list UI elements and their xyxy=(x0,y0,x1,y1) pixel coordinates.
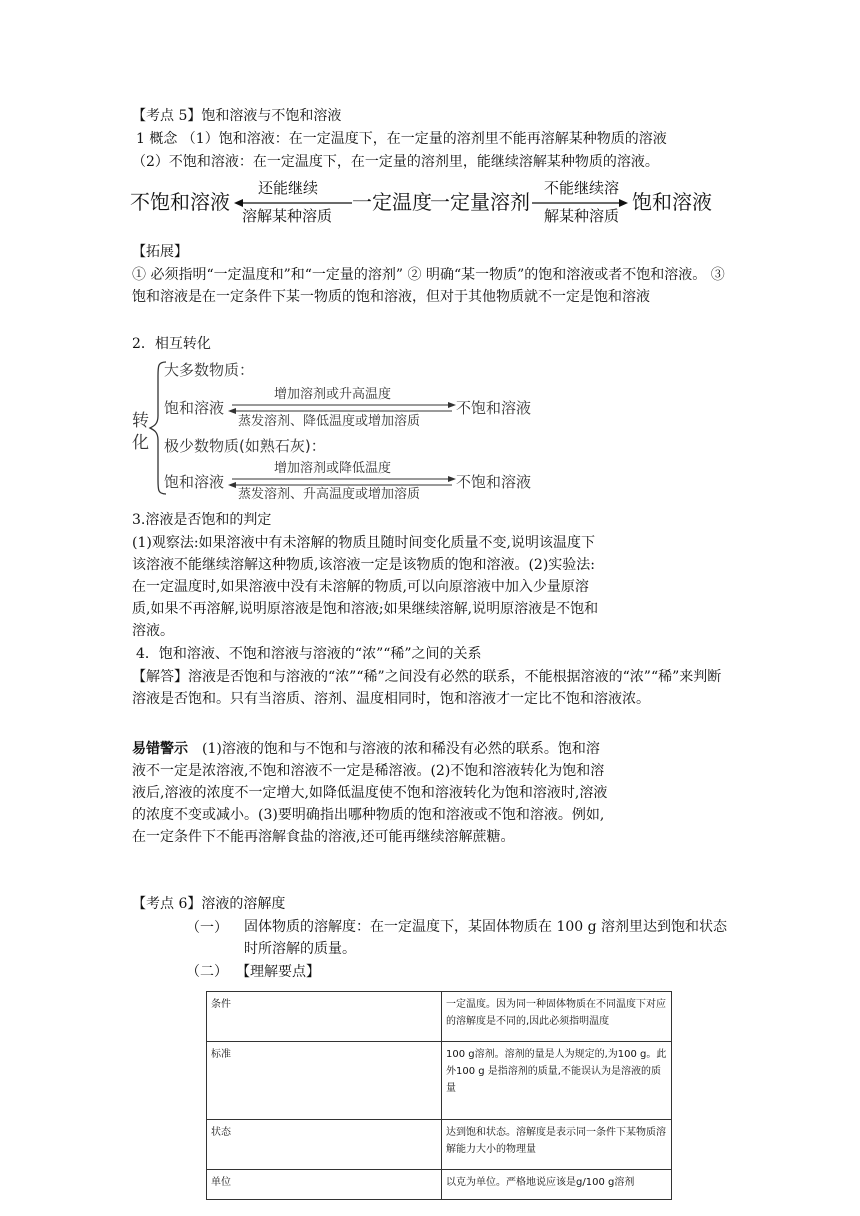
section5-title: 【考点 5】饱和溶液与不饱和溶液 xyxy=(132,108,342,124)
center-solvent: 一定量溶剂 xyxy=(430,190,530,214)
conversion-top-label-1: 增加溶剂或升高温度 xyxy=(274,387,392,402)
saturation-concept-diagram xyxy=(130,176,730,232)
saturated-label-2: 饱和溶液 xyxy=(164,473,225,491)
table-key-cell: 标准 xyxy=(207,1042,442,1120)
table-value-cell: 一定温度。因为同一种固体物质在不同温度下对应的溶解度是不同的,因此必须指明温度 xyxy=(442,992,672,1042)
minority-label: 极少数物质(如熟石灰)： xyxy=(164,437,326,455)
warning-label: 易错警示 xyxy=(132,741,188,757)
center-temperature: 一定温度 xyxy=(352,190,432,214)
table-value-cell: 达到饱和状态。溶解度是表示同一条件下某物质溶解能力大小的物理量 xyxy=(442,1120,672,1170)
table-key-cell: 条件 xyxy=(207,992,442,1042)
item2-text: 【理解要点】 xyxy=(236,964,320,980)
table-value-cell: 100 g溶剂。溶剂的量是人为规定的,为100 g。此外100 g 是指溶剂的质量,不能误认为是溶液的质量 xyxy=(442,1042,672,1120)
solubility-points-table xyxy=(206,991,672,1200)
concept-unsaturated: （2）不饱和溶液：在一定温度下，在一定量的溶剂里，能继续溶解某种物质的溶液。 xyxy=(132,154,659,170)
expand-text: ① 必须指明“一定温度和”和“一定量的溶剂” ② 明确“某一物质”的饱和溶液或者不饱和溶液。 ③ 饱和溶液是在一定条件下某一物质的饱和溶液，但对于其他物质就不一定是饱和溶液 xyxy=(132,267,725,305)
table-key-cell: 状态 xyxy=(207,1120,442,1170)
unsaturated-label: 不饱和溶液 xyxy=(130,190,230,214)
unsaturated-label-1: 不饱和溶液 xyxy=(456,399,532,417)
table-row xyxy=(207,1120,672,1170)
table-row xyxy=(207,1170,672,1200)
item1-label: （一） xyxy=(186,920,228,936)
majority-label: 大多数物质： xyxy=(164,361,255,379)
right-arrow-top-label: 不能继续溶 xyxy=(544,179,620,197)
judgement-text: (1)观察法:如果溶液中有未溶解的物质且随时间变化质量不变,说明该温度下该溶液不能继续溶解这种物质,该溶液一定是该物质的饱和溶液。(2)实验法:在一定温度时,如果溶液中没有未溶解的物质,可以向原溶液中加入少量原溶质,如果不再溶解,说明原溶液是饱和溶液;如果继续溶解,说明原溶液是不饱和溶液。 xyxy=(132,535,599,639)
warning-text: (1)溶液的饱和与不饱和与溶液的浓和稀没有必然的联系。饱和溶液不一定是浓溶液,不饱和溶液不一定是稀溶液。(2)不饱和溶液转化为饱和溶液后,溶液的浓度不一定增大,如降低温度使不饱和溶液转化为饱和溶液时,溶液的浓度不变或减小。(3)要明确指出哪种物质的饱和溶液或不饱和溶液。例如,在一定条件下不能再溶解食盐的溶液,还可能再继续溶解蔗糖。 xyxy=(132,741,608,845)
table-key-cell: 单位 xyxy=(207,1170,442,1200)
conversion-diagram xyxy=(132,356,552,500)
saturated-label: 饱和溶液 xyxy=(632,190,712,214)
section6-title: 【考点 6】溶液的溶解度 xyxy=(132,896,286,912)
item2-label: （二） xyxy=(186,964,228,980)
conversion-top-label-2: 增加溶剂或降低温度 xyxy=(274,461,392,476)
table-value-cell: 以克为单位。严格地说应该是g/100 g溶剂 xyxy=(442,1170,672,1200)
conversion-bottom-label-1: 蒸发溶剂、降低温度或增加溶质 xyxy=(238,414,421,429)
saturated-label-1: 饱和溶液 xyxy=(164,399,225,417)
answer-text: 【解答】溶液是否饱和与溶液的“浓”“稀”之间没有必然的联系，不能根据溶液的“浓”“稀”来判断溶液是否饱和。只有当溶质、溶剂、温度相同时，饱和溶液才一定比不饱和溶液浓。 xyxy=(132,669,722,707)
left-arrow-bottom-label: 溶解某种溶质 xyxy=(242,207,333,225)
conversion-side-label: 转化 xyxy=(132,411,149,453)
right-arrow-bottom-label: 解某种溶质 xyxy=(544,207,620,225)
concept-saturated: 1 概念 （1）饱和溶液：在一定温度下，在一定量的溶剂里不能再溶解某种物质的溶液 xyxy=(136,131,667,147)
conversion-title: 2．相互转化 xyxy=(132,336,211,352)
conversion-bottom-label-2: 蒸发溶剂、升高温度或增加溶质 xyxy=(238,487,421,502)
judgement-title: 3.溶液是否饱和的判定 xyxy=(132,512,272,528)
expand-title: 【拓展】 xyxy=(132,244,188,260)
unsaturated-label-2: 不饱和溶液 xyxy=(456,473,532,491)
table-row xyxy=(207,1042,672,1120)
warning-block xyxy=(132,738,610,848)
item1-text: 固体物质的溶解度：在一定温度下，某固体物质在 100 g 溶剂里达到饱和状态时所溶解的质量。 xyxy=(244,919,728,957)
relation-title: 4．饱和溶液、不饱和溶液与溶液的“浓”“稀”之间的关系 xyxy=(136,646,482,662)
table-row xyxy=(207,992,672,1042)
left-arrow-top-label: 还能继续 xyxy=(258,179,319,197)
